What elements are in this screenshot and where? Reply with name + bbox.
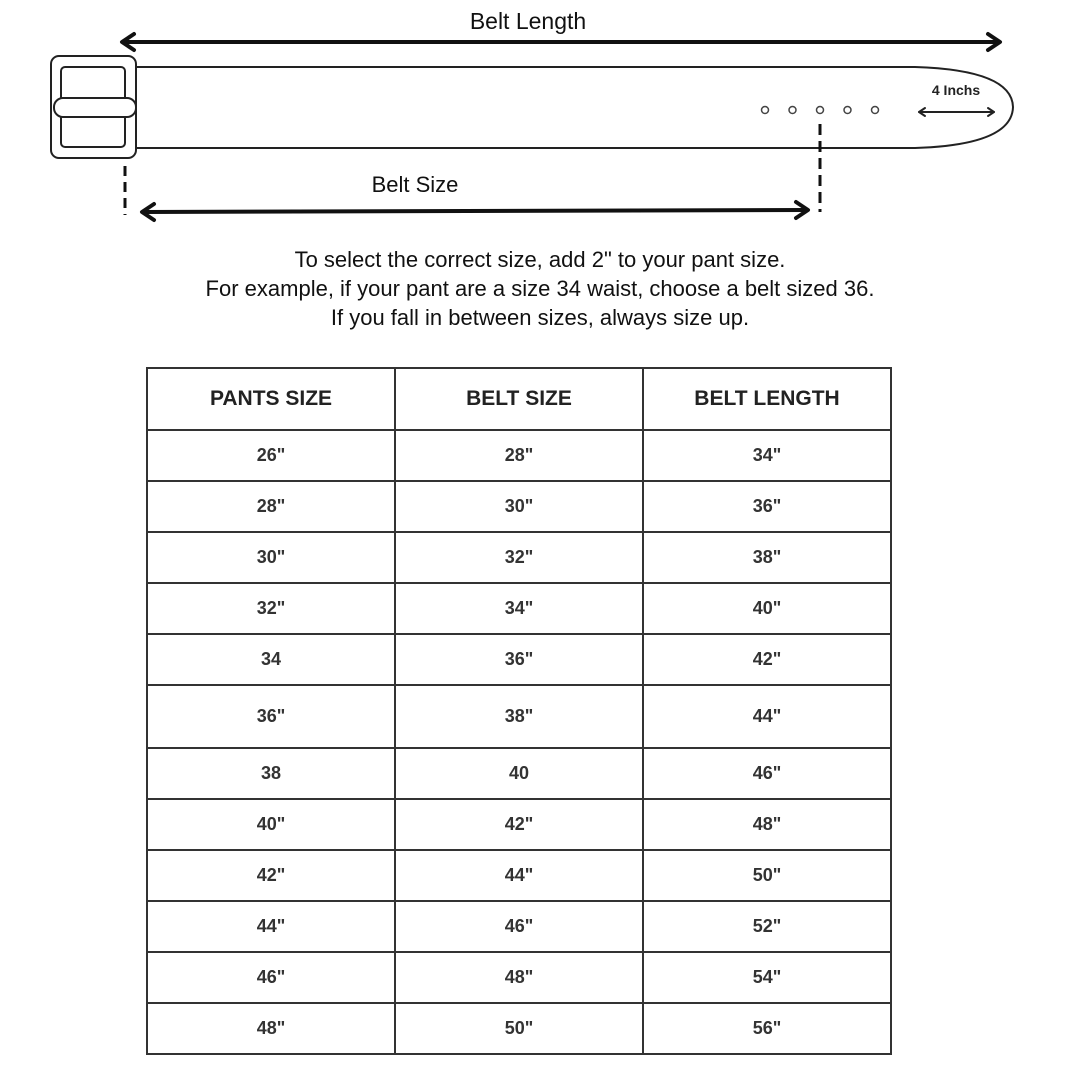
pants-size-cell: 44": [147, 901, 395, 952]
belt-length-arrow: [122, 34, 1000, 50]
belt-size-cell: 44": [395, 850, 643, 901]
belt-length-cell: 36": [643, 481, 891, 532]
belt-length-cell: 34": [643, 430, 891, 481]
belt-length-cell: 52": [643, 901, 891, 952]
pants-size-cell: 34: [147, 634, 395, 685]
instruction-line: If you fall in between sizes, always size up.: [330, 305, 750, 330]
belt-length-cell: 48": [643, 799, 891, 850]
pants-size-cell: 40": [147, 799, 395, 850]
table-header-row: [147, 368, 891, 430]
table-row: [147, 481, 891, 532]
belt-diagram: [0, 0, 1080, 240]
table-row: [147, 952, 891, 1003]
pants-size-cell: 30": [147, 532, 395, 583]
table-row: [147, 799, 891, 850]
belt-length-cell: 42": [643, 634, 891, 685]
belt-size-cell: 38": [395, 685, 643, 748]
table-row: [147, 748, 891, 799]
belt-length-cell: 40": [643, 583, 891, 634]
belt-size-cell: 28": [395, 430, 643, 481]
belt-size-cell: 46": [395, 901, 643, 952]
table-row: [147, 532, 891, 583]
belt-length-cell: 54": [643, 952, 891, 1003]
pants-size-cell: 46": [147, 952, 395, 1003]
table-body: [147, 430, 891, 1054]
belt-size-cell: 48": [395, 952, 643, 1003]
belt-hole: [762, 107, 769, 114]
pants-size-header: PANTS SIZE: [147, 368, 395, 430]
instruction-line: To select the correct size, add 2" to your pant size.: [294, 247, 786, 272]
pants-size-cell: 28": [147, 481, 395, 532]
belt-length-cell: 50": [643, 850, 891, 901]
belt-length-cell: 56": [643, 1003, 891, 1054]
belt-size-cell: 32": [395, 532, 643, 583]
pants-size-cell: 36": [147, 685, 395, 748]
table-row: [147, 685, 891, 748]
belt-size-cell: 50": [395, 1003, 643, 1054]
belt-size-cell: 40: [395, 748, 643, 799]
table-row: [147, 634, 891, 685]
belt-length-header: BELT LENGTH: [643, 368, 891, 430]
belt-length-cell: 44": [643, 685, 891, 748]
belt-size-cell: 34": [395, 583, 643, 634]
belt-length-label: Belt Length: [469, 8, 587, 34]
buckle-icon: [51, 56, 136, 158]
belt-size-cell: 36": [395, 634, 643, 685]
table-row: [147, 1003, 891, 1054]
belt-size-cell: 30": [395, 481, 643, 532]
belt-hole: [817, 107, 824, 114]
pants-size-cell: 26": [147, 430, 395, 481]
pants-size-cell: 42": [147, 850, 395, 901]
belt-hole: [872, 107, 879, 114]
belt-hole: [844, 107, 851, 114]
table-row: [147, 901, 891, 952]
belt-size-label: Belt Size: [371, 172, 459, 197]
belt-size-header: BELT SIZE: [395, 368, 643, 430]
pants-size-cell: 32": [147, 583, 395, 634]
table-row: [147, 850, 891, 901]
sizing-instructions: [0, 245, 1080, 332]
belt-strap: [132, 67, 1013, 148]
size-chart-table: [146, 367, 892, 1055]
belt-size-cell: 42": [395, 799, 643, 850]
pants-size-cell: 48": [147, 1003, 395, 1054]
table-row: [147, 430, 891, 481]
tip-length-label: 4 Inchs: [931, 82, 981, 98]
belt-length-cell: 46": [643, 748, 891, 799]
belt-size-arrow: [142, 202, 808, 220]
table-row: [147, 583, 891, 634]
instruction-line: For example, if your pant are a size 34 waist, choose a belt sized 36.: [205, 276, 875, 301]
belt-hole: [789, 107, 796, 114]
pants-size-cell: 38: [147, 748, 395, 799]
belt-length-cell: 38": [643, 532, 891, 583]
